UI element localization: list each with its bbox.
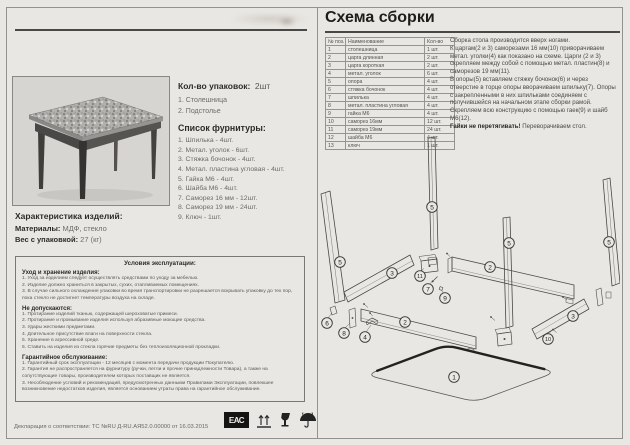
column-divider bbox=[317, 7, 318, 438]
table-row: 6 стяжка бочонок 4 шт. bbox=[326, 86, 455, 94]
instruction-paragraph: Гайки не перетягивать! Переворачиваем стол. bbox=[450, 122, 587, 130]
svg-text:6: 6 bbox=[325, 320, 329, 328]
callout-plate bbox=[339, 328, 350, 339]
packages-count: 2шт bbox=[254, 81, 271, 91]
svg-text:3: 3 bbox=[390, 270, 394, 278]
assembly-instructions bbox=[450, 37, 618, 131]
materials-label: Материалы: bbox=[15, 223, 61, 233]
product-photo bbox=[12, 76, 170, 206]
callout-long-apron-upper bbox=[485, 262, 496, 273]
table-row: 7 шпилька 4 шт. bbox=[326, 94, 455, 102]
not-allowed-item: 3. Удары жесткими предметами. bbox=[22, 325, 96, 331]
materials-value: МДФ, стекло bbox=[62, 223, 107, 233]
hardware-item: 6. Шайба М6 - 4шт. bbox=[178, 185, 238, 193]
keep-dry-icon bbox=[299, 412, 317, 433]
callout-long-apron-lower bbox=[400, 317, 411, 328]
svg-text:5: 5 bbox=[338, 259, 342, 267]
col-header-qty: Кол-во bbox=[425, 38, 455, 46]
svg-text:5: 5 bbox=[607, 239, 611, 247]
table-row: 12 шайба М6 4 шт. bbox=[326, 134, 455, 142]
callout-short-apron-right bbox=[568, 311, 579, 322]
hardware-item: 7. Саморез 16 мм - 12шт. bbox=[178, 194, 258, 202]
table-row: 2 царга длинная 2 шт. bbox=[326, 54, 455, 62]
svg-text:7: 7 bbox=[426, 286, 430, 294]
weight-value: 27 (кг) bbox=[80, 235, 102, 244]
hardware-item: 2. Метал. уголок - 6шт. bbox=[178, 146, 250, 154]
package-item: 2. Подстолье bbox=[178, 107, 221, 115]
svg-text:11: 11 bbox=[417, 274, 423, 281]
packages-section bbox=[178, 76, 270, 117]
not-allowed-item: 1. Протирание изделий тканью, содержащей шероховатые примеси. bbox=[22, 311, 179, 317]
scan-smudge bbox=[230, 13, 310, 25]
warranty-item: 2. Гарантия не распространяется на фурнитуру (ручки, петли и прочие принадлежности Товара), а также на сопутствующие товары, производителем которых поставщик не является. bbox=[22, 367, 268, 380]
hardware-item: 3. Стяжка бочонок - 4шт. bbox=[178, 156, 256, 164]
instruction-paragraph: В опоры(5) вставляем стяжку бочонок(6) и через отверстие в торце опоры вворачиваем шпильку(7). Опоры с закрепленными в них шпильками соединяем с получившейся на начальном этапе сборки рамой. Скрепляем всю конструкцию с помощью гаек(9) и шайб М6(12). bbox=[450, 75, 616, 122]
table-row: 4 метал. уголок 6 шт. bbox=[326, 70, 455, 78]
eac-label: ЕАС bbox=[228, 415, 245, 425]
svg-text:2: 2 bbox=[488, 264, 492, 272]
callout-leg-center bbox=[427, 202, 438, 213]
hardware-item: 1. Шпилька - 4шт. bbox=[178, 137, 234, 144]
callout-screw-16 bbox=[543, 334, 554, 345]
hardware-item: 4. Метал. пластина угловая - 4шт. bbox=[178, 165, 285, 173]
callout-leg-center-right bbox=[504, 238, 515, 249]
callout-tabletop bbox=[449, 372, 460, 383]
hardware-item: 5. Гайка М6 - 4шт. bbox=[178, 175, 235, 183]
svg-text:8: 8 bbox=[342, 330, 346, 338]
hardware-item: 8. Саморез 19 мм - 24шт. bbox=[178, 204, 258, 212]
warranty-item: 1. Гарантийный срок эксплуатации - 12 месяцев с момента передачи продукции Покупателю. bbox=[22, 360, 235, 366]
left-top-rule bbox=[15, 29, 307, 31]
table-row: 11 саморез 19мм 24 шт. bbox=[326, 126, 455, 134]
package-item: 1. Столешница bbox=[178, 97, 227, 104]
table-row: 13 ключ 1 шт. bbox=[326, 142, 455, 150]
not-allowed-item: 2. Протирание и промывание изделия используя абразивные моющие средства. bbox=[22, 318, 206, 324]
svg-text:10: 10 bbox=[544, 337, 552, 344]
fragile-icon bbox=[280, 412, 292, 433]
hardware-title: Список фурнитуры: bbox=[178, 123, 266, 133]
table-row: 3 царга короткая 2 шт. bbox=[326, 62, 455, 70]
declaration-text: Декларация о соответствии: ТС №RU Д-RU.АЯ52.0.00000 от 16.03.2015 bbox=[14, 424, 209, 430]
scan-smudge bbox=[278, 17, 296, 26]
not-allowed-item: 4. Длительное присутствие влаги на поверхности стекла. bbox=[22, 331, 153, 337]
not-allowed-title: Не допускаются: bbox=[22, 305, 72, 312]
svg-text:9: 9 bbox=[443, 295, 447, 303]
callout-nut bbox=[440, 293, 451, 304]
care-item: 3. В случае сильного охлаждения упаковки во время транспортировки не разрешается вскрывать упаковку до тех пор, пока стекло не достигнет температуры воздуха на складе. bbox=[22, 289, 293, 302]
svg-text:3: 3 bbox=[571, 313, 575, 321]
svg-text:1: 1 bbox=[452, 374, 456, 382]
callout-leg-right bbox=[604, 237, 615, 248]
callout-stud bbox=[423, 284, 434, 295]
instruction-paragraph: Сборка стола производится вверх ногами. bbox=[450, 37, 571, 44]
warranty-item: 3. Несоблюдение условий и рекомендаций, предусмотренных данными Правилами Эксплуатации, повлекшее возникновение недостатков изделия, является основанием утраты права на гарантийное обслуживание. bbox=[22, 380, 274, 393]
not-allowed-item: 6. Ставить на изделия из стекла горячие предметы без теплоизоляционной прокладки. bbox=[22, 345, 221, 351]
page-title: Схема сборки bbox=[325, 9, 435, 26]
care-title: Уход и хранение изделия: bbox=[22, 270, 100, 276]
table-row: 10 саморез 16мм 12 шт. bbox=[326, 118, 455, 126]
svg-text:5: 5 bbox=[507, 240, 511, 248]
weight-label: Вес с упаковкой: bbox=[15, 235, 79, 244]
callout-bracket bbox=[360, 332, 371, 343]
table-row: 8 метал. пластина угловая 4 шт. bbox=[326, 102, 455, 110]
callout-barrel-nut bbox=[322, 318, 333, 329]
table-header-row bbox=[326, 38, 455, 46]
packages-title: Кол-во упаковок: bbox=[178, 81, 251, 91]
svg-text:2: 2 bbox=[403, 319, 407, 327]
svg-text:5: 5 bbox=[430, 204, 434, 212]
svg-text:4: 4 bbox=[363, 334, 367, 342]
table-photo-illustration bbox=[13, 77, 167, 203]
callout-screw-19 bbox=[415, 271, 426, 282]
col-header-pos: № поз. bbox=[326, 38, 346, 46]
hardware-section bbox=[178, 123, 285, 223]
instruction-paragraph: К царгам(2 и 3) саморезами 16 мм(10) приворачиваем метал. уголки(4) как показано на схеме. Царги (2 и 3) скрепляем между собой с помощью метал. пластин(8) и саморезов 19 мм(11). bbox=[450, 44, 610, 76]
title-rule bbox=[325, 31, 620, 33]
not-allowed-item: 5. Хранение в агрессивной среде. bbox=[22, 338, 100, 344]
exploded-assembly-diagram bbox=[320, 132, 620, 438]
care-item: 1. Уход за изделием следует осуществлять средствами по уходу за мебелью. bbox=[22, 276, 199, 281]
callout-short-apron-left bbox=[387, 268, 398, 279]
table-row: 9 гайка М6 4 шт. bbox=[326, 110, 455, 118]
table-row: 5 опора 4 шт. bbox=[326, 78, 455, 86]
instruction-warning: Гайки не перетягивать! bbox=[450, 122, 521, 130]
warranty-title: Гарантийное обслуживание: bbox=[22, 354, 108, 361]
characteristics-section bbox=[15, 211, 123, 244]
hardware-item: 9. Ключ - 1шт. bbox=[178, 214, 222, 222]
care-item: 2. Изделие должно храниться в закрытых, сухих, отапливаемых помещениях. bbox=[22, 282, 199, 288]
this-way-up-icon bbox=[256, 412, 272, 433]
conditions-title: Условия эксплуатации: bbox=[124, 260, 196, 267]
col-header-name: Наименование bbox=[346, 38, 425, 46]
usage-conditions-box bbox=[15, 256, 305, 402]
callout-leg-left bbox=[335, 257, 346, 268]
table-row: 1 столешница 1 шт. bbox=[326, 46, 455, 54]
characteristics-title: Характеристика изделий: bbox=[15, 211, 123, 221]
eac-mark bbox=[224, 412, 249, 428]
